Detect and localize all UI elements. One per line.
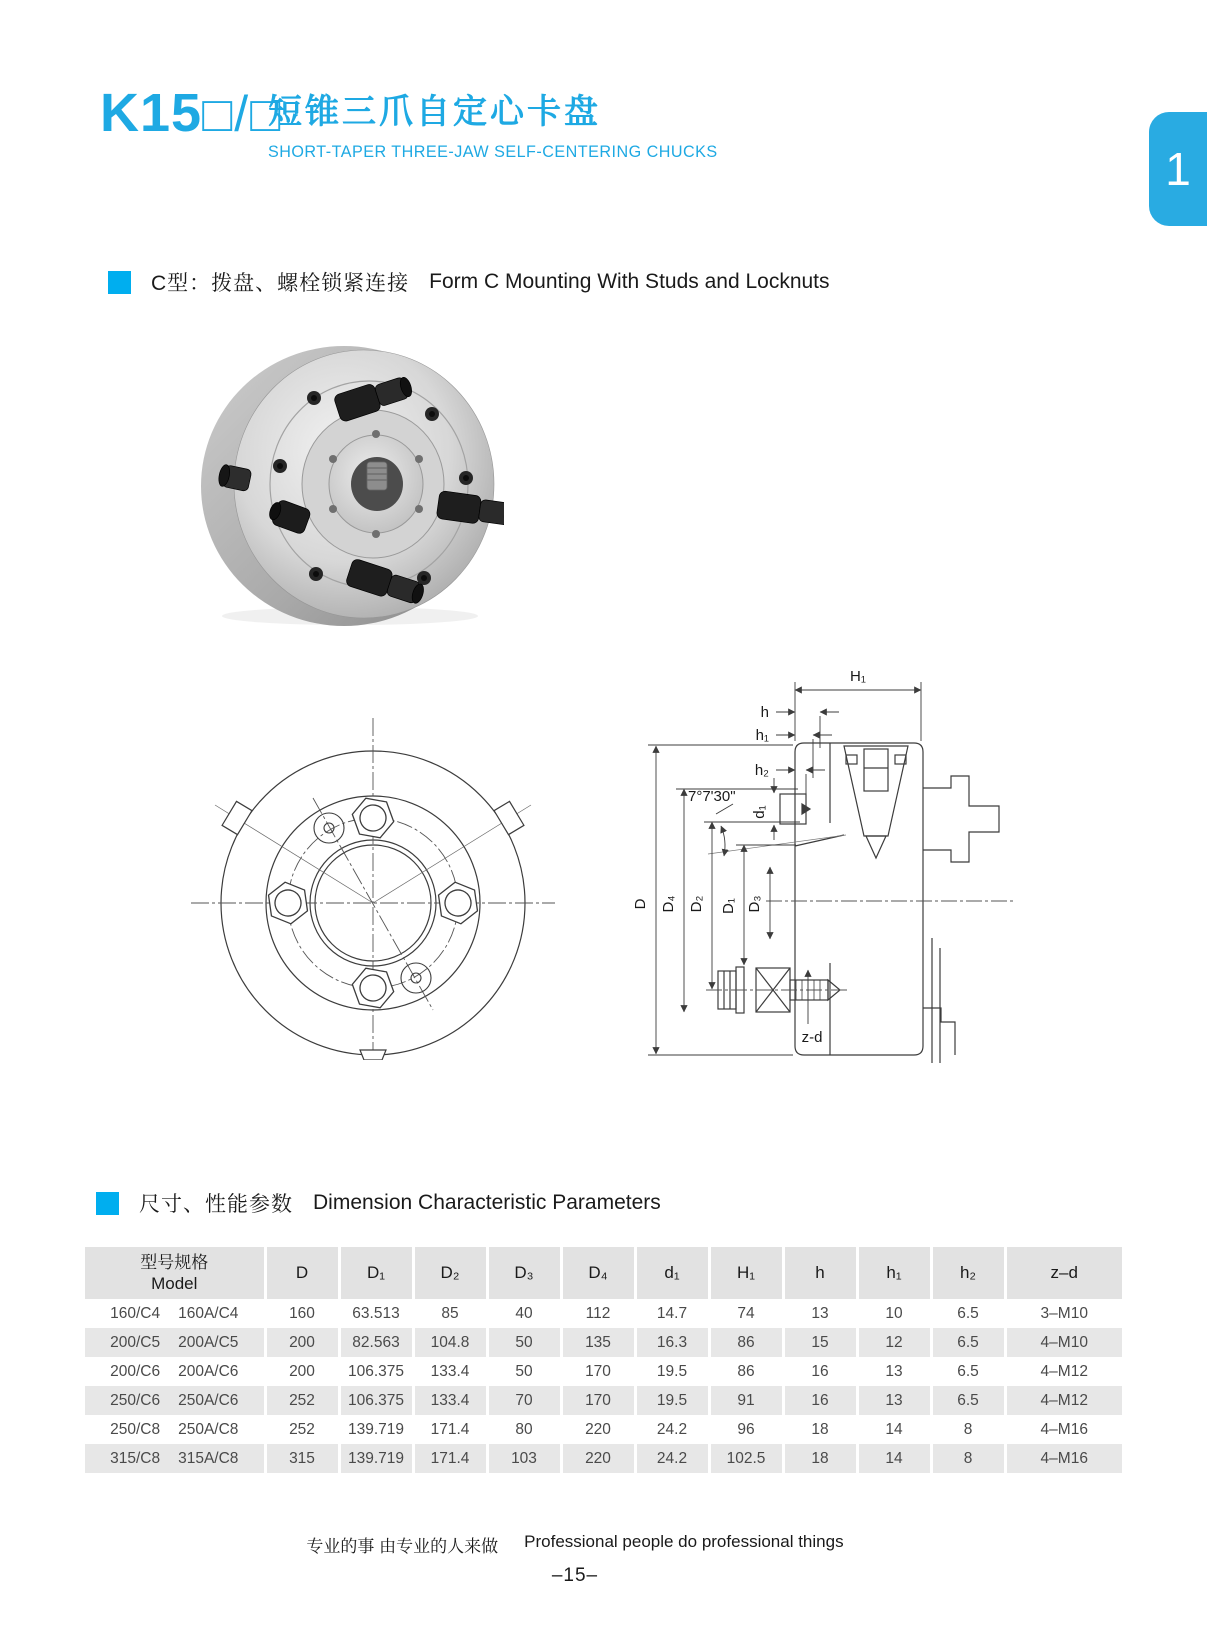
value-cell: 86 xyxy=(709,1328,783,1357)
model-code-block xyxy=(100,83,283,143)
value-cell: 103 xyxy=(487,1444,561,1473)
value-cell: 85 xyxy=(413,1299,487,1328)
dimension-lines xyxy=(648,682,921,1055)
model-b: 200A/C6 xyxy=(178,1362,239,1380)
value-cell: 13 xyxy=(857,1386,931,1415)
page-number: –15– xyxy=(551,1565,599,1586)
value-cell: 3–M10 xyxy=(1005,1299,1122,1328)
column-header: D xyxy=(265,1247,339,1299)
value-cell: 135 xyxy=(561,1328,635,1357)
value-cell: 70 xyxy=(487,1386,561,1415)
value-cell: 4–M12 xyxy=(1005,1357,1122,1386)
value-cell: 200 xyxy=(265,1357,339,1386)
value-cell: 112 xyxy=(561,1299,635,1328)
value-cell: 200 xyxy=(265,1328,339,1357)
model-cell xyxy=(85,1415,265,1444)
model-header-en: Model xyxy=(151,1274,198,1293)
footer-slogan-chinese: 专业的事 由专业的人来做 xyxy=(306,1537,499,1556)
value-cell: 106.375 xyxy=(339,1386,413,1415)
chapter-tab-number: 1 xyxy=(1165,143,1191,195)
model-b: 250A/C6 xyxy=(178,1391,239,1409)
value-cell: 14.7 xyxy=(635,1299,709,1328)
value-cell: 91 xyxy=(709,1386,783,1415)
value-cell: 16 xyxy=(783,1357,857,1386)
model-cell xyxy=(85,1328,265,1357)
column-header: d₁ xyxy=(635,1247,709,1299)
value-cell: 133.4 xyxy=(413,1386,487,1415)
value-cell: 133.4 xyxy=(413,1357,487,1386)
value-cell: 160 xyxy=(265,1299,339,1328)
value-cell: 40 xyxy=(487,1299,561,1328)
model-cell xyxy=(85,1444,265,1473)
value-cell: 18 xyxy=(783,1415,857,1444)
column-header: D₄ xyxy=(561,1247,635,1299)
footer-slogan xyxy=(0,1532,1150,1557)
value-cell: 86 xyxy=(709,1357,783,1386)
value-cell: 4–M10 xyxy=(1005,1328,1122,1357)
value-cell: 8 xyxy=(931,1415,1005,1444)
value-cell: 15 xyxy=(783,1328,857,1357)
product-photo-chuck xyxy=(198,338,504,628)
column-header: h xyxy=(783,1247,857,1299)
column-header: h₂ xyxy=(931,1247,1005,1299)
value-cell: 171.4 xyxy=(413,1415,487,1444)
value-cell: 19.5 xyxy=(635,1386,709,1415)
label-d1: d₁ xyxy=(751,805,768,819)
value-cell: 24.2 xyxy=(635,1444,709,1473)
column-header: z–d xyxy=(1005,1247,1122,1299)
column-header: H₁ xyxy=(709,1247,783,1299)
model-a: 315/C8 xyxy=(110,1449,161,1467)
value-cell: 50 xyxy=(487,1357,561,1386)
value-cell: 220 xyxy=(561,1415,635,1444)
label-D2: D₂ xyxy=(688,895,705,913)
value-cell: 170 xyxy=(561,1357,635,1386)
value-cell: 4–M16 xyxy=(1005,1444,1122,1473)
section-heading-dimensions xyxy=(96,1188,661,1218)
value-cell: 14 xyxy=(857,1444,931,1473)
label-h2: h₂ xyxy=(754,762,769,779)
label-zd: z-d xyxy=(801,1029,823,1046)
label-h: h xyxy=(760,704,769,721)
value-cell: 74 xyxy=(709,1299,783,1328)
page-title-block xyxy=(268,84,741,162)
mounting-heading-chinese: C型：拨盘、螺栓锁紧连接 xyxy=(151,272,410,295)
page-title-english: SHORT-TAPER THREE-JAW SELF-CENTERING CHUCKS xyxy=(268,142,718,161)
table-row xyxy=(85,1415,1122,1444)
section-heading-mounting xyxy=(108,267,830,297)
label-D: D xyxy=(632,898,649,910)
model-code: K15 xyxy=(100,83,203,143)
value-cell: 4–M16 xyxy=(1005,1415,1122,1444)
value-cell: 4–M12 xyxy=(1005,1386,1122,1415)
table-row xyxy=(85,1386,1122,1415)
label-h1: h₁ xyxy=(755,727,769,744)
model-a: 250/C8 xyxy=(110,1420,161,1438)
footer-slogan-english: Professional people do professional things xyxy=(524,1532,844,1551)
label-H1: H₁ xyxy=(850,668,866,685)
blue-square-bullet-icon xyxy=(96,1192,119,1215)
value-cell: 252 xyxy=(265,1415,339,1444)
value-cell: 10 xyxy=(857,1299,931,1328)
value-cell: 139.719 xyxy=(339,1444,413,1473)
column-header: D₃ xyxy=(487,1247,561,1299)
table-body xyxy=(85,1299,1122,1473)
value-cell: 6.5 xyxy=(931,1386,1005,1415)
value-cell: 96 xyxy=(709,1415,783,1444)
value-cell: 102.5 xyxy=(709,1444,783,1473)
table-header xyxy=(85,1247,1122,1299)
model-b: 315A/C8 xyxy=(178,1449,239,1467)
value-cell: 50 xyxy=(487,1328,561,1357)
value-cell: 18 xyxy=(783,1444,857,1473)
dimensions-heading-english: Dimension Characteristic Parameters xyxy=(313,1191,661,1214)
value-cell: 13 xyxy=(783,1299,857,1328)
model-b: 200A/C5 xyxy=(178,1333,239,1351)
value-cell: 12 xyxy=(857,1328,931,1357)
value-cell: 104.8 xyxy=(413,1328,487,1357)
cross-section-drawing xyxy=(588,618,1020,1066)
model-cell xyxy=(85,1299,265,1328)
model-b: 250A/C8 xyxy=(178,1420,239,1438)
value-cell: 6.5 xyxy=(931,1328,1005,1357)
model-a: 250/C6 xyxy=(110,1391,161,1409)
column-header: h₁ xyxy=(857,1247,931,1299)
dimensions-heading-chinese: 尺寸、性能参数 xyxy=(139,1193,293,1216)
label-angle: 7°7'30" xyxy=(688,788,736,805)
value-cell: 80 xyxy=(487,1415,561,1444)
value-cell: 24.2 xyxy=(635,1415,709,1444)
table-row xyxy=(85,1299,1122,1328)
value-cell: 315 xyxy=(265,1444,339,1473)
value-cell: 220 xyxy=(561,1444,635,1473)
model-a: 200/C6 xyxy=(110,1362,161,1380)
column-header: D₂ xyxy=(413,1247,487,1299)
model-cell xyxy=(85,1357,265,1386)
value-cell: 252 xyxy=(265,1386,339,1415)
table-row xyxy=(85,1328,1122,1357)
taper-construction-line xyxy=(708,835,846,854)
value-cell: 170 xyxy=(561,1386,635,1415)
column-header-model xyxy=(85,1247,265,1299)
value-cell: 63.513 xyxy=(339,1299,413,1328)
dimension-table xyxy=(85,1247,1122,1473)
model-cell xyxy=(85,1386,265,1415)
model-a: 200/C5 xyxy=(110,1333,161,1351)
value-cell: 82.563 xyxy=(339,1328,413,1357)
section-centerlines xyxy=(706,901,1016,990)
dimension-labels xyxy=(632,668,866,1046)
blue-square-bullet-icon xyxy=(108,271,131,294)
mounting-heading-english: Form C Mounting With Studs and Locknuts xyxy=(429,270,830,293)
table-row xyxy=(85,1357,1122,1386)
value-cell: 139.719 xyxy=(339,1415,413,1444)
chapter-tab xyxy=(1149,112,1207,226)
table-row xyxy=(85,1444,1122,1473)
value-cell: 16 xyxy=(783,1386,857,1415)
value-cell: 13 xyxy=(857,1357,931,1386)
front-view-drawing xyxy=(185,688,557,1060)
value-cell: 14 xyxy=(857,1415,931,1444)
label-D3: D₃ xyxy=(746,895,763,913)
value-cell: 19.5 xyxy=(635,1357,709,1386)
model-header-cn: 型号规格 xyxy=(140,1252,209,1272)
value-cell: 8 xyxy=(931,1444,1005,1473)
model-suffix-boxes: □/□ xyxy=(202,86,283,142)
value-cell: 6.5 xyxy=(931,1357,1005,1386)
page-title-chinese: 短锥三爪自定心卡盘 xyxy=(268,93,601,131)
label-D1: D₁ xyxy=(720,898,737,914)
value-cell: 6.5 xyxy=(931,1299,1005,1328)
value-cell: 106.375 xyxy=(339,1357,413,1386)
column-header: D₁ xyxy=(339,1247,413,1299)
model-a: 160/C4 xyxy=(110,1304,161,1322)
centerlines xyxy=(191,718,555,1059)
label-D4: D₄ xyxy=(660,895,677,913)
value-cell: 16.3 xyxy=(635,1328,709,1357)
value-cell: 171.4 xyxy=(413,1444,487,1473)
model-b: 160A/C4 xyxy=(178,1304,239,1322)
